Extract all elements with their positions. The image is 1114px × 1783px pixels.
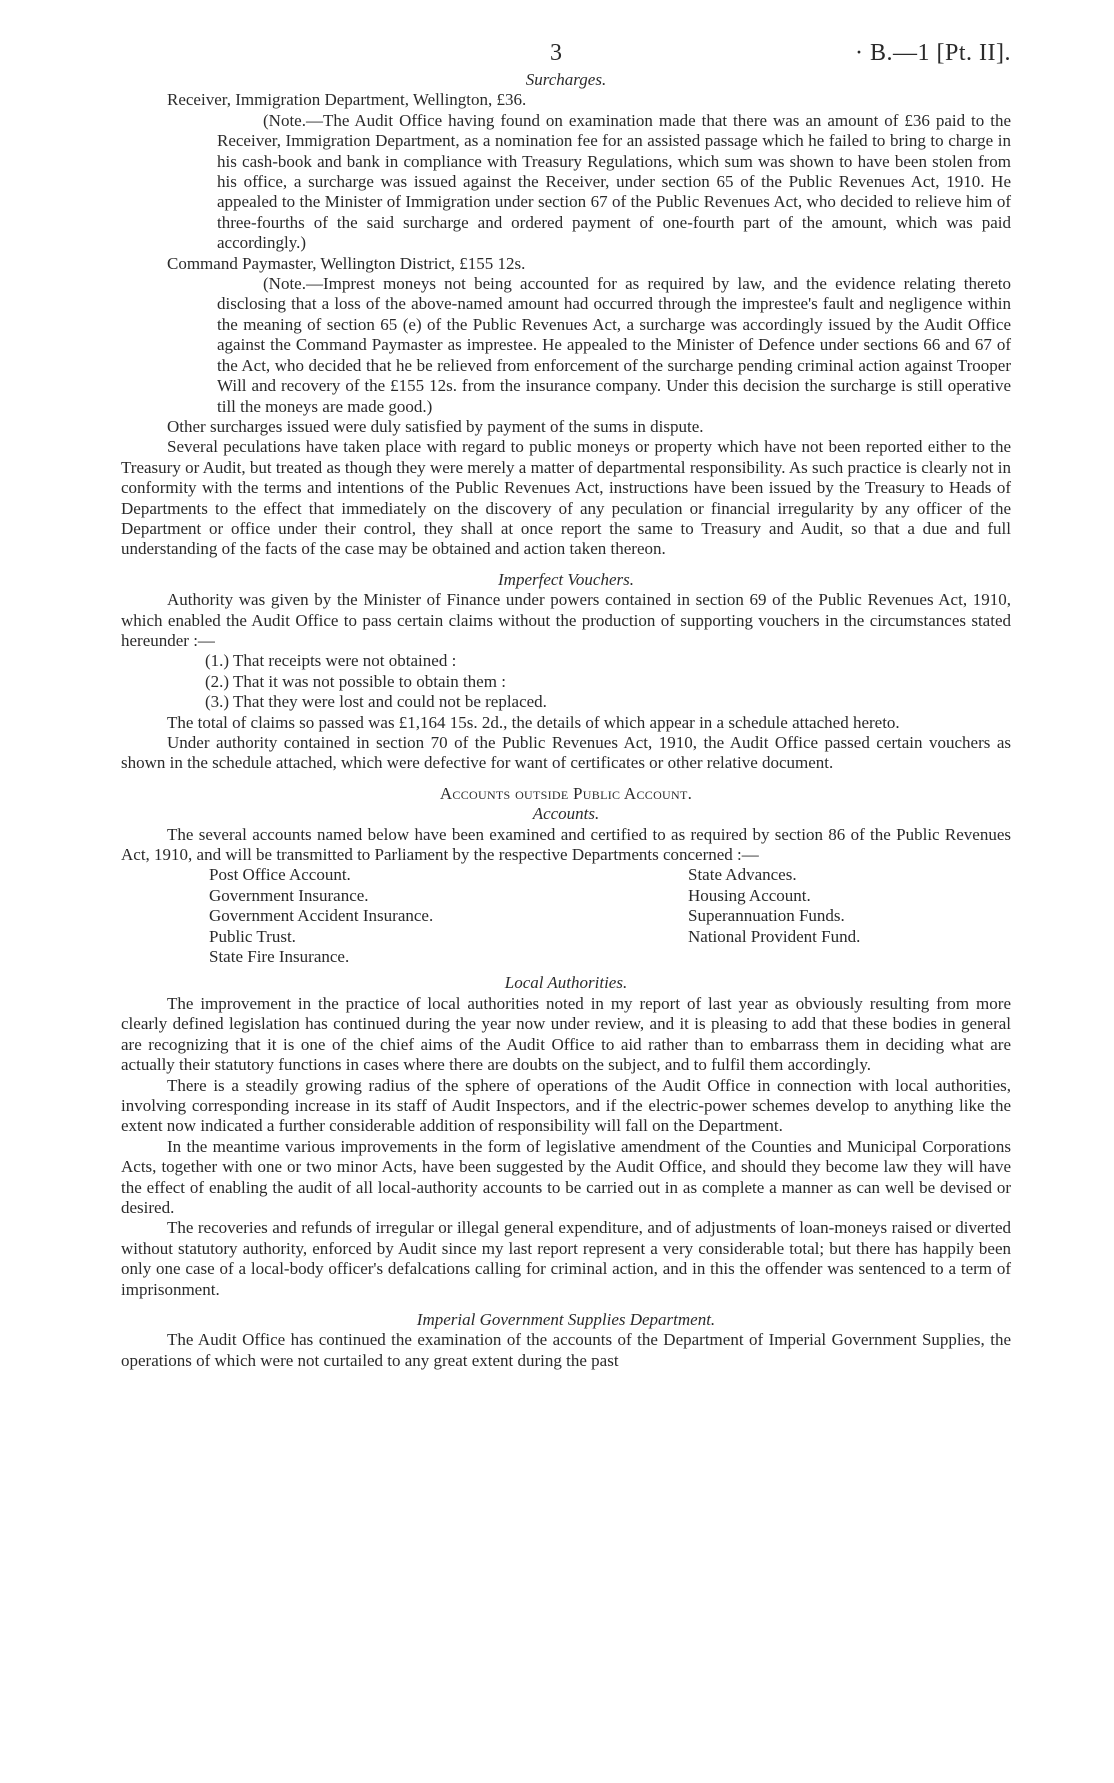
imperfect-vouchers-heading: Imperfect Vouchers. <box>498 569 634 589</box>
imperial-supplies-paragraph: The Audit Office has continued the examination of the accounts of the Department of Imperial Government Supplies, the operations of which were not curtailed to any great extent during the past <box>121 1330 1011 1370</box>
peculations-paragraph: Several peculations have taken place with regard to public moneys or property which have not been reported either to the Treasury or Audit, but treated as though they were merely a matter of departmental responsibility. As such practice is clearly not in conformity with the terms and intentions of the Public Revenues Act, instructions have been issued by the Treasury to Heads of Departments to the effect that immediately on the discovery of any peculation or financial irregularity by any officer of the Department or office under their control, they shall at once report the same to Treasury and Audit, so that a due and full understanding of the facts of the case may be obtained and action taken thereon. <box>121 437 1011 559</box>
receiver-note: (Note.—The Audit Office having found on examination made that there was an amount of £36 paid to the Receiver, Immigration Department, as a nomination fee for an assisted passage which he failed to bring to charge in his cash-book and bank in compliance with Treasury Regulations, which sum was shown to have been stolen from his office, a surcharge was issued against the Receiver, under section 65 of the Public Revenues Act, 1910. He appealed to the Minister of Immigration under section 67 of the Public Revenues Act, who decided to relieve him of three-fourths of the said surcharge and ordered payment of one-fourth part of the amount, which was paid accordingly.) <box>217 110 1011 253</box>
accounts-intro-paragraph: The several accounts named below have been examined and certified to as required by section 86 of the Public Revenues Act, 1910, and will be transmitted to Parliament by the respective Departments concerned :— <box>121 824 1011 865</box>
surcharges-heading: Surcharges. <box>525 70 607 89</box>
list-item: National Provident Fund. <box>688 926 861 946</box>
local-authorities-heading: Local Authorities. <box>504 973 628 993</box>
accounts-list-left <box>209 865 688 967</box>
imperial-supplies-section <box>121 1310 1011 1371</box>
list-item: Housing Account. <box>688 885 811 905</box>
list-item: Superannuation Funds. <box>688 906 845 926</box>
list-item: State Fire Insurance. <box>209 947 350 967</box>
receiver-surcharge: Receiver, Immigration Department, Wellington, £36. <box>167 90 527 110</box>
imperfect-vouchers-section <box>121 570 1011 774</box>
document-page <box>121 30 1011 1371</box>
page-number: 3 <box>550 40 562 66</box>
list-item: Government Accident Insurance. <box>209 906 434 926</box>
local-authorities-paragraph: In the meantime various improvements in the form of legislative amendment of the Counties and Municipal Corporations Acts, together with one or two minor Acts, have been suggested by the Audit Office, and should they become law they will have the effect of enabling the audit of all local-authority accounts to be carried out in as complete a manner as can well be devised or desired. <box>121 1136 1011 1217</box>
outside-public-account-section <box>121 784 1011 968</box>
accounts-list <box>209 865 1011 967</box>
other-surcharges-paragraph: Other surcharges issued were duly satisfied by payment of the sums in dispute. <box>167 416 704 436</box>
accounts-subheading: Accounts. <box>532 804 600 824</box>
paymaster-surcharge: Command Paymaster, Wellington District, £155 12s. <box>167 253 526 273</box>
outside-public-account-heading: Accounts outside Public Account. <box>439 783 693 803</box>
list-item: State Advances. <box>688 865 797 885</box>
document-reference: · B.—1 [Pt. II]. <box>855 40 1011 66</box>
page-header <box>121 30 1011 70</box>
list-item: (1.) That receipts were not obtained : <box>205 651 457 671</box>
local-authorities-paragraph: The recoveries and refunds of irregular or illegal general expenditure, and of adjustments of loan-moneys raised or diverted without statutory authority, enforced by Audit since my last report represent a very considerable total; but there has happily been only one case of a local-body officer's defalcations calling for criminal action, and in this the offender was sentenced to a term of imprisonment. <box>121 1218 1011 1299</box>
vouchers-intro-paragraph: Authority was given by the Minister of Finance under powers contained in section 69 of the Public Revenues Act, 1910, which enabled the Audit Office to pass certain claims without the production of supporting vouchers in the circumstances stated hereunder :— <box>121 590 1011 650</box>
surcharges-section <box>121 70 1011 560</box>
list-item: Public Trust. <box>209 926 296 946</box>
local-authorities-paragraph: There is a steadily growing radius of the sphere of operations of the Audit Office in connection with local authorities, involving corresponding increase in its staff of Audit Inspectors, and if the electric-power schemes develop to anything like the extent now indicated a further considerable addition of responsibility will fall on the Department. <box>121 1075 1011 1136</box>
claims-total-paragraph: The total of claims so passed was £1,164 15s. 2d., the details of which appear in a schedule attached hereto. <box>167 712 900 732</box>
local-authorities-section <box>121 973 1011 1300</box>
local-authorities-paragraph: The improvement in the practice of local authorities noted in my report of last year as obviously resulting from more clearly defined legislation has continued during the year now under review, and it is pleasing to add that these bodies in general are recognizing that it is one of the chief aims of the Audit Office to aid rather than to embarrass them in deciding what are actually their statutory functions in cases where there are doubts on the subject, and to fulfil them accordingly. <box>121 993 1011 1075</box>
imperial-supplies-heading: Imperial Government Supplies Department. <box>416 1309 716 1329</box>
list-item: Government Insurance. <box>209 885 369 905</box>
list-item: (3.) That they were lost and could not be replaced. <box>205 692 547 712</box>
list-item: (2.) That it was not possible to obtain them : <box>205 671 506 691</box>
accounts-list-right <box>688 865 1011 967</box>
section-70-paragraph: Under authority contained in section 70 of the Public Revenues Act, 1910, the Audit Office passed certain vouchers as shown in the schedule attached, which were defective for want of certificates or other relative document. <box>121 733 1011 773</box>
list-item: Post Office Account. <box>209 865 351 885</box>
paymaster-note: (Note.—Imprest moneys not being accounted for as required by law, and the evidence relating thereto disclosing that a loss of the above-named amount had occurred through the imprestee's fault and negligence within the meaning of section 65 (e) of the Public Revenues Act, a surcharge was accordingly issued by the Audit Office against the Command Paymaster as imprestee. He appealed to the Minister of Defence under sections 66 and 67 of the Act, who decided that he be relieved from enforcement of the surcharge pending criminal action against Trooper Will and recovery of the £155 12s. from the insurance company. Under this decision the surcharge is still operative till the moneys are made good.) <box>217 274 1011 416</box>
